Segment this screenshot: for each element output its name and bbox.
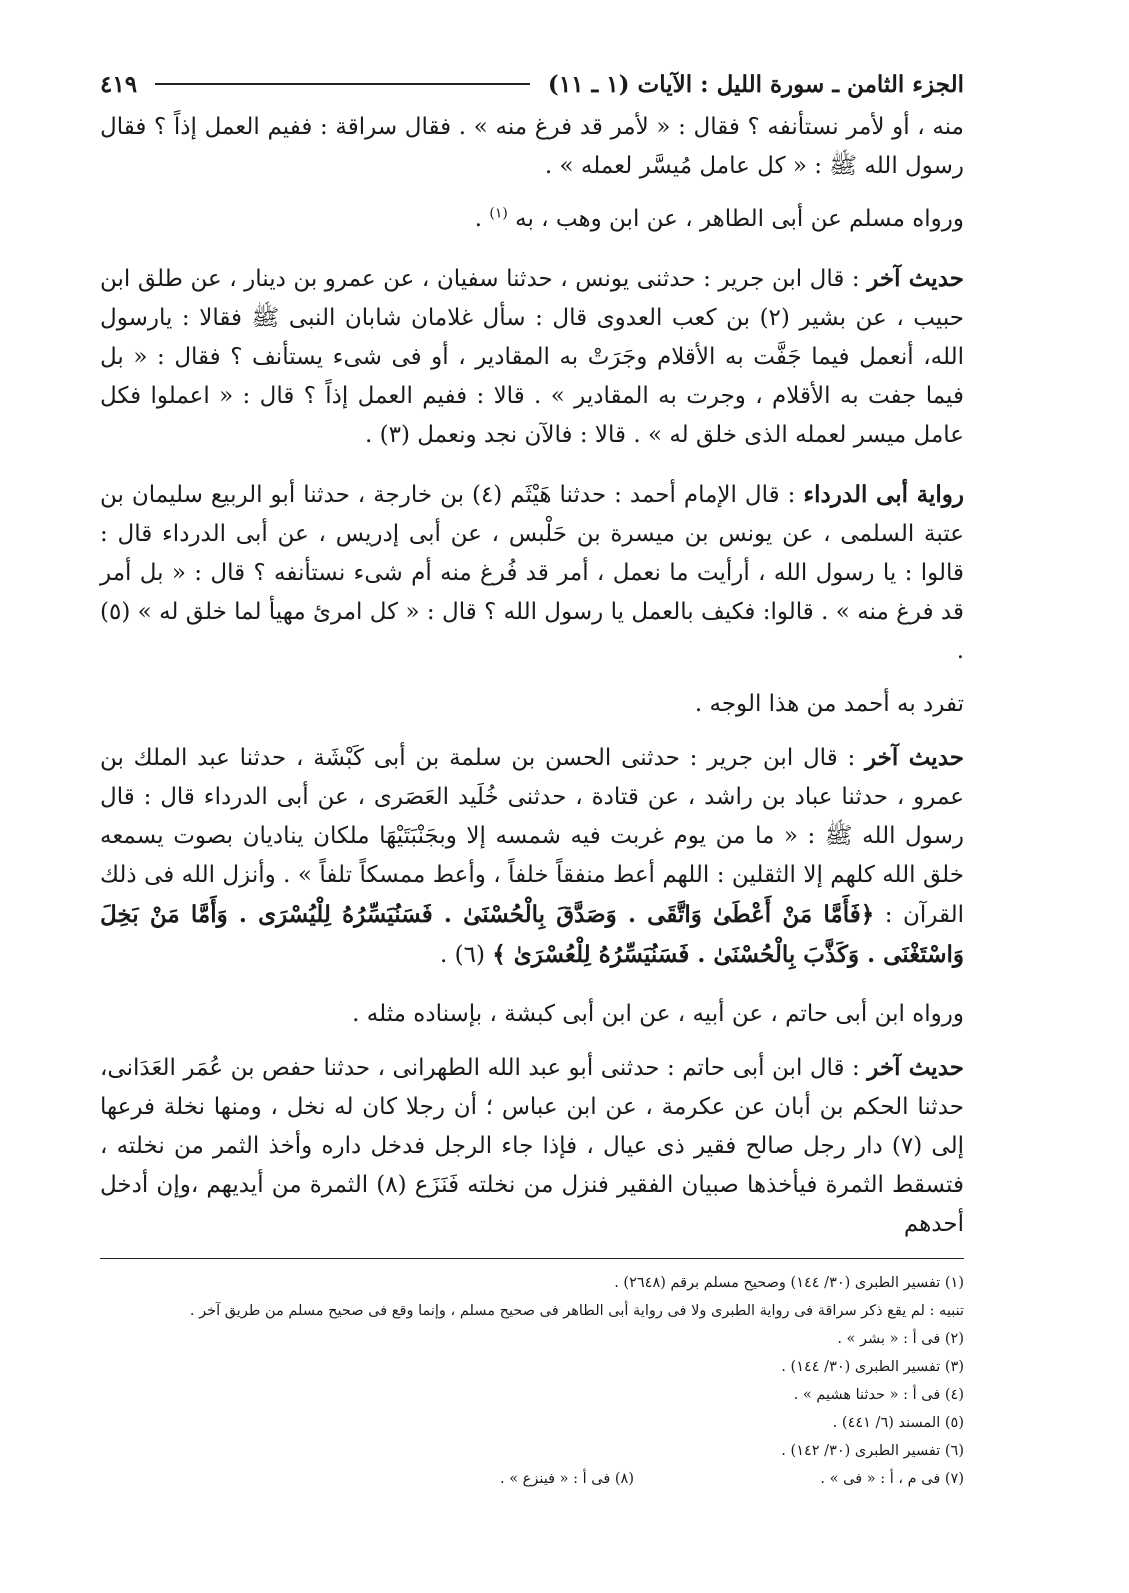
running-header	[100, 60, 964, 108]
footnote-6: (٦) تفسير الطبرى (٣٠/ ١٤٢) .	[781, 1443, 964, 1459]
footnotes	[100, 1269, 964, 1493]
header-title: الجزء الثامن ـ سورة الليل : الآيات (١ ـ ١١)	[547, 70, 964, 98]
paragraph-7: ورواه ابن أبى حاتم ، عن أبيه ، عن ابن أبى كبشة ، بإسناده مثله .	[352, 1001, 964, 1027]
footnote-rule	[100, 1258, 964, 1259]
footnote-ref: (١)	[489, 205, 508, 222]
section-lead: حديث آخر	[864, 744, 965, 771]
paragraph-6: حديث آخر : قال ابن جرير : حدثنى الحسن بن سلمة بن أبى كَبْشَة ، حدثنا عبد الملك بن عمرو ، حدثنا عباد بن راشد ، عن قتادة ، حدثنى خُلَيد العَصَرى ، عن أبى الدرداء قال : قال رسول الله ﷺ : « ما من يوم غربت فيه شمسه إلا وبجَنْبَتَيْهَا ملكان يناديان بصوت يسمعه خلق الله كلهم إلا الثقلين : اللهم أعط منفقاً خلفاً ، وأعط ممسكاً تلفاً » . وأنزل الله فى ذلك القرآن : ﴿فَأَمَّا مَنْ أَعْطَىٰ وَاتَّقَى . وَصَدَّقَ بِالْحُسْنَىٰ . فَسَنُيَسِّرُهُ لِلْيُسْرَى . وَأَمَّا مَنْ بَخِلَ وَاسْتَغْنَى . وَكَذَّبَ بِالْحُسْنَىٰ . فَسَنُيَسِّرُهُ لِلْعُسْرَىٰ ﴾ (٦) .	[100, 744, 965, 968]
paragraph-2: ورواه مسلم عن أبى الطاهر ، عن ابن وهب ، به $^{(١)}$ .	[474, 205, 964, 232]
main-text	[100, 108, 964, 1244]
section-lead: رواية أبى الدرداء	[803, 481, 965, 508]
paragraph-5: تفرد به أحمد من هذا الوجه .	[694, 691, 964, 717]
book-page	[100, 60, 964, 1493]
paragraph-4: رواية أبى الدرداء : قال الإمام أحمد : حدثنا هَيْثَم (٤) بن خارجة ، حدثنا أبو الربيع سليمان بن عتبة السلمى ، عن يونس بن ميسرة بن حَلْبس ، عن أبى إدريس ، عن أبى الدرداء قال : قالوا : يا رسول الله ، أرأيت ما نعمل ، أمر قد فُرغ منه أم شىء نستأنفه ؟ قال : « بل أمر قد فرغ منه » . قالوا: فكيف بالعمل يا رسول الله ؟ قال : « كل امرئ مهيأ لما خلق له » (٥) .	[100, 481, 965, 664]
footnote-3: (٣) تفسير الطبرى (٣٠/ ١٤٤) .	[781, 1359, 964, 1375]
section-lead: حديث آخر	[867, 265, 964, 292]
footnote-note: تنبيه : لم يقع ذكر سراقة فى رواية الطبرى ولا فى رواية أبى الطاهر فى صحيح مسلم ، وإنما وقع فى صحيح مسلم من طريق آخر .	[189, 1303, 964, 1319]
paragraph-8: حديث آخر : قال ابن أبى حاتم : حدثنى أبو عبد الله الطهرانى ، حدثنا حفص بن عُمَر العَدَانى، حدثنا الحكم بن أبان عن عكرمة ، عن ابن عباس ؛ أن رجلا كان له نخل ، ومنها نخلة فرعها إلى (٧) دار رجل صالح فقير ذى عيال ، فإذا جاء الرجل فدخل داره وأخذ الثمر من نخلته ، فتسقط الثمرة فيأخذها صبيان الفقير فنزل من نخلته فَنَزَع (٨) الثمرة من أيديهم ،وإن أدخل أحدهم	[100, 1054, 964, 1237]
quran-verse: ﴿فَأَمَّا مَنْ أَعْطَىٰ وَاتَّقَى . وَصَدَّقَ بِالْحُسْنَىٰ . فَسَنُيَسِّرُهُ لِلْيُسْرَى . وَأَمَّا مَنْ بَخِلَ وَاسْتَغْنَى . وَكَذَّبَ بِالْحُسْنَىٰ . فَسَنُيَسِّرُهُ لِلْعُسْرَىٰ ﴾	[100, 901, 964, 968]
header-rule	[155, 83, 530, 85]
page-number: ٤١٩	[100, 70, 138, 98]
footnote-5: (٥) المسند (٦/ ٤٤١) .	[832, 1415, 964, 1431]
section-lead: حديث آخر	[867, 1054, 964, 1081]
paragraph-1: منه ، أو لأمر نستأنفه ؟ فقال : « لأمر قد فرغ منه » . فقال سراقة : ففيم العمل إذاً ؟ فقال رسول الله ﷺ : « كل عامل مُيسَّر لعمله » .	[100, 114, 964, 179]
footnote-7: (٧) فى م ، أ : « فى » .	[820, 1471, 964, 1487]
footnote-1: (١) تفسير الطبرى (٣٠/ ١٤٤) وصحيح مسلم برقم (٢٦٤٨) .	[614, 1275, 964, 1291]
footnote-8: (٨) فى أ : « فينزع » .	[499, 1471, 634, 1487]
footnote-4: (٤) فى أ : « حدثنا هشيم » .	[793, 1387, 964, 1403]
paragraph-3: حديث آخر : قال ابن جرير : حدثنى يونس ، حدثنا سفيان ، عن عمرو بن دينار ، عن طلق ابن حبيب ، عن بشير (٢) بن كعب العدوى قال : سأل غلامان شابان النبى ﷺ فقالا : يارسول الله، أنعمل فيما جَفَّت به الأقلام وجَرَتْ به المقادير ، أو فى شىء يستأنف ؟ فقال : « بل فيما جفت به الأقلام ، وجرت به المقادير » . قالا : ففيم العمل إذاً ؟ قال : « اعملوا فكل عامل ميسر لعمله الذى خلق له » . قالا : فالآن نجد ونعمل (٣) .	[100, 265, 964, 448]
footnote-pair	[100, 1465, 964, 1493]
footnote-2: (٢) فى أ : « بشر » .	[837, 1331, 964, 1347]
